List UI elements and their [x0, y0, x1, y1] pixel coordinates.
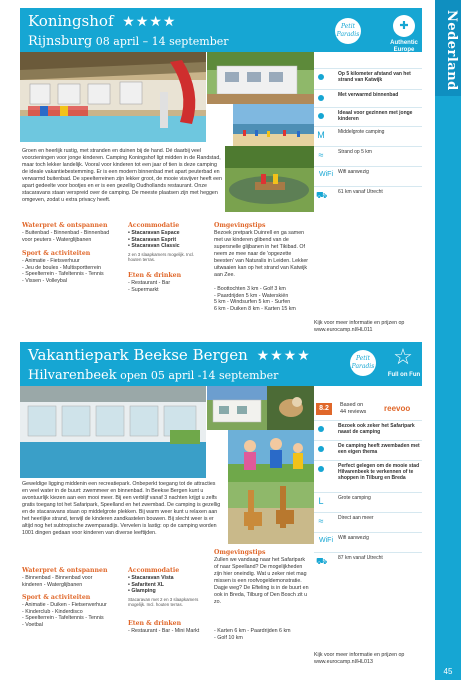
boat-pond-photo [225, 146, 314, 212]
review-count: 44 reviews [340, 409, 367, 415]
surroundings-text: Zullen we vandaag naar het Safaripark of naar Speelland? De mogelijkheden zijn hier oneindig. Wat u zeker niet mag missen is een roofvogeldemonstratie. Dagje weg? De Efteling is in de buurt en ook in Breda, Tilburg of Den Bosch zit u zo. [214, 557, 309, 605]
beach-icon: ≈ [318, 150, 324, 160]
accommodation-list: • Stacaravan Espace • Stacaravan Esprit • Stacaravan Classic 2 en 3 slaapkamers mogelijk. Incl. houten terras. [128, 230, 195, 263]
section-heading: Eten & drinken [128, 272, 182, 279]
size-l-icon: L [318, 496, 324, 506]
waterpret-list: - Buitenbad - Binnenbad - Binnenbad voor peuters - Waterglijbanen [22, 230, 110, 243]
car-icon: ⛟ [316, 556, 328, 566]
section-heading: Accommodatie [128, 567, 180, 574]
accommodation-list: • Stacaravan Vista • Safaritent XL • Glamping Stacaravan met 2 en 3 slaapkamers mogelijk. Incl. houten terras. [128, 575, 199, 608]
section-heading: Waterpret & ontspannen [22, 222, 108, 229]
listing-banner [20, 8, 422, 52]
kids-photo [228, 430, 314, 482]
listing-title: Koningshof [28, 12, 114, 30]
feature-item: ⛟ 61 km vanaf Utrecht [314, 186, 422, 204]
listing-dates: 08 april – 14 september [95, 35, 229, 48]
star-rating: ★★★★ [256, 348, 311, 364]
review-score: 8.2 [316, 403, 332, 415]
review-based-label: Based on [340, 402, 364, 408]
badge-label: Authentic Europe [390, 40, 418, 53]
section-heading: Waterpret & ontspannen [22, 567, 108, 574]
listing-description: Geweldige ligging middenin een recreatiepark. Onbeperkt toegang tot de attracties en veel water in de buurt: zwemmeer en binnenbad. In Beekse Bergen kunt u avontuurlijk kiezen aan een mooi meer. Bij een verblijf vanaf 3 nachten krijgt u zelfs gratis toegang tot het Safaripark, Speelland en het zwembad. De camping is gezellig en de stacaravans staan op middelgrote plekken. Bij warm weer kunt u relaxen aan het heerlijke strand, terwijl de kinderen zandkastelen bouwen. Bij slecht weer is er altijd nog het subtropische zwemparadijs. Vervelen is lastig: op de camping worden 1001 dingen gedaan voor kinderen van diverse leeftijden. [22, 481, 221, 536]
listing-location: Hilvarenbeek [28, 368, 117, 383]
sport-list: - Animatie - Duiken - Fietsenverhuur - Kinderclub - Kinderdisco - Speelterrein - Tafeltennis - Tennis - Voetbal [22, 602, 107, 628]
authentic-europe-icon: ✚ [393, 15, 415, 37]
listing-title: Vakantiepark Beekse Bergen [28, 346, 248, 364]
car-icon: ⛟ [316, 190, 328, 200]
country-label: Nederland [444, 10, 459, 91]
section-heading: Sport & activiteiten [22, 594, 91, 601]
lake-icon: ≈ [318, 516, 324, 526]
food-list: - Restaurant - Bar - Mini Markt [128, 628, 200, 634]
section-heading: Omgevingstips [214, 549, 266, 556]
reevoo-logo: reevoo [384, 404, 411, 413]
section-heading: Omgevingstips [214, 222, 266, 229]
section-heading: Accommodatie [128, 222, 180, 229]
pool-photo [20, 52, 206, 142]
surroundings-list: - Karten 6 km - Paardrijden 6 km - Golf 10 km [214, 628, 291, 641]
bird-photo [267, 386, 314, 430]
feature-item: De camping heeft zwembaden met een eigen thema [314, 440, 422, 458]
waterpret-list: - Binnenbad - Binnenbad voor kinderen - Waterglijbanen [22, 575, 93, 588]
feature-item: ⛟ 87 km vanaf Utrecht [314, 552, 422, 570]
giraffe-photo [228, 482, 314, 544]
listing-description: Groen en heerlijk rustig, met stranden en duinen bij de hand. Dé daarbij veel voorzieningen voor jonge kinderen. Camping Koningshof ligt midden in de Randstad, maar toch lekker landelijk. Vooral voor kinderen tot een jaar of tien is deze camping de ideale vakantiebestemming. Er is een modern binnenbad met apart peuterbad en verwarmd buitenbad. De speelterreinen zijn lekker groot, de mooie visvijver heeft een apart gedeelte voor bootjes en er is een gezellig Oudhollands restaurant. Onze stacaravans staan verspreid over de camping. De meeste plaatsen zijn met heggen omgeven, zodat u extra privacy heeft. [22, 148, 222, 203]
feature-item: WiFi Wifi aanwezig [314, 532, 422, 550]
more-info-link[interactable]: www.eurocamp.nl/HL011 [314, 326, 373, 333]
feature-item: L Grote camping [314, 492, 422, 510]
size-m-icon: M [317, 130, 325, 140]
section-heading: Eten & drinken [128, 620, 182, 627]
star-rating: ★★★★ [122, 14, 177, 30]
star-badge-icon: ☆ [393, 344, 413, 369]
sport-list: - Animatie - Fietsverhuur - Jeu de boules - Multisportterrein - Speelterrein - Tafeltennis - Tennis - Vissen - Volleybal [22, 258, 104, 284]
listing-dates: open 05 april -14 september [120, 369, 279, 382]
surroundings-list: - Boottochten 3 km - Golf 3 km - Paardrijden 5 km - Waterskiën 5 km - Windsurfen 5 km - Surfen 6 km - Duiken 8 km - Karten 15 km [214, 286, 296, 312]
feature-item: ≈ Strand op 5 km [314, 146, 422, 164]
feature-item: ≈ Direct aan meer [314, 512, 422, 530]
petit-paradis-logo: Petit Paradis [335, 18, 361, 44]
feature-item: Ideaal voor gezinnen met jonge kinderen [314, 107, 422, 125]
more-info: Kijk voor meer informatie en prijzen op www.eurocamp.nl/HL011 [314, 320, 405, 333]
wifi-icon: WiFi [319, 537, 333, 544]
country-side-tab [435, 0, 461, 680]
feature-item: Bezoek ook zeker het Safaripark naast de camping [314, 420, 422, 438]
feature-item: Op 5 kilometer afstand van het strand van Katwijk [314, 68, 422, 86]
feature-item: Met verwarmd binnenbad [314, 89, 422, 107]
badge-label: Full on Fun [387, 372, 421, 378]
indoor-pool-photo [20, 386, 206, 478]
petit-paradis-logo: Petit Paradis [350, 350, 376, 376]
section-heading: Sport & activiteiten [22, 250, 91, 257]
food-list: - Restaurant - Bar - Supermarkt [128, 280, 171, 293]
page-number: 45 [443, 667, 453, 676]
surroundings-text: Bezoek pretpark Duinrell en ga samen met uw kinderen glibend van de supersnelle glijbanen in het Tikibad. Of neem ze mee naar de 'opgezette beesten' van Naturalis in Leiden. Lekker uitwaaien kan op het strand van Katwijk aan Zee. [214, 230, 309, 278]
feature-item: Perfect gelegen om de mooie stad Hilvarenbeek te verkennen of te shoppen in Tilburg en Breda [314, 460, 422, 490]
beach-photo [233, 104, 314, 146]
feature-item: M Middelgrote camping [314, 126, 422, 144]
listing-location: Rijnsburg [28, 34, 93, 49]
chalet-photo [207, 386, 267, 430]
more-info-link[interactable]: www.eurocamp.nl/HL013 [314, 658, 373, 665]
wifi-icon: WiFi [319, 171, 333, 178]
more-info: Kijk voor meer informatie en prijzen op www.eurocamp.nl/HL013 [314, 652, 405, 665]
mobile-home-photo [207, 52, 314, 104]
feature-item: WiFi Wifi aanwezig [314, 166, 422, 184]
